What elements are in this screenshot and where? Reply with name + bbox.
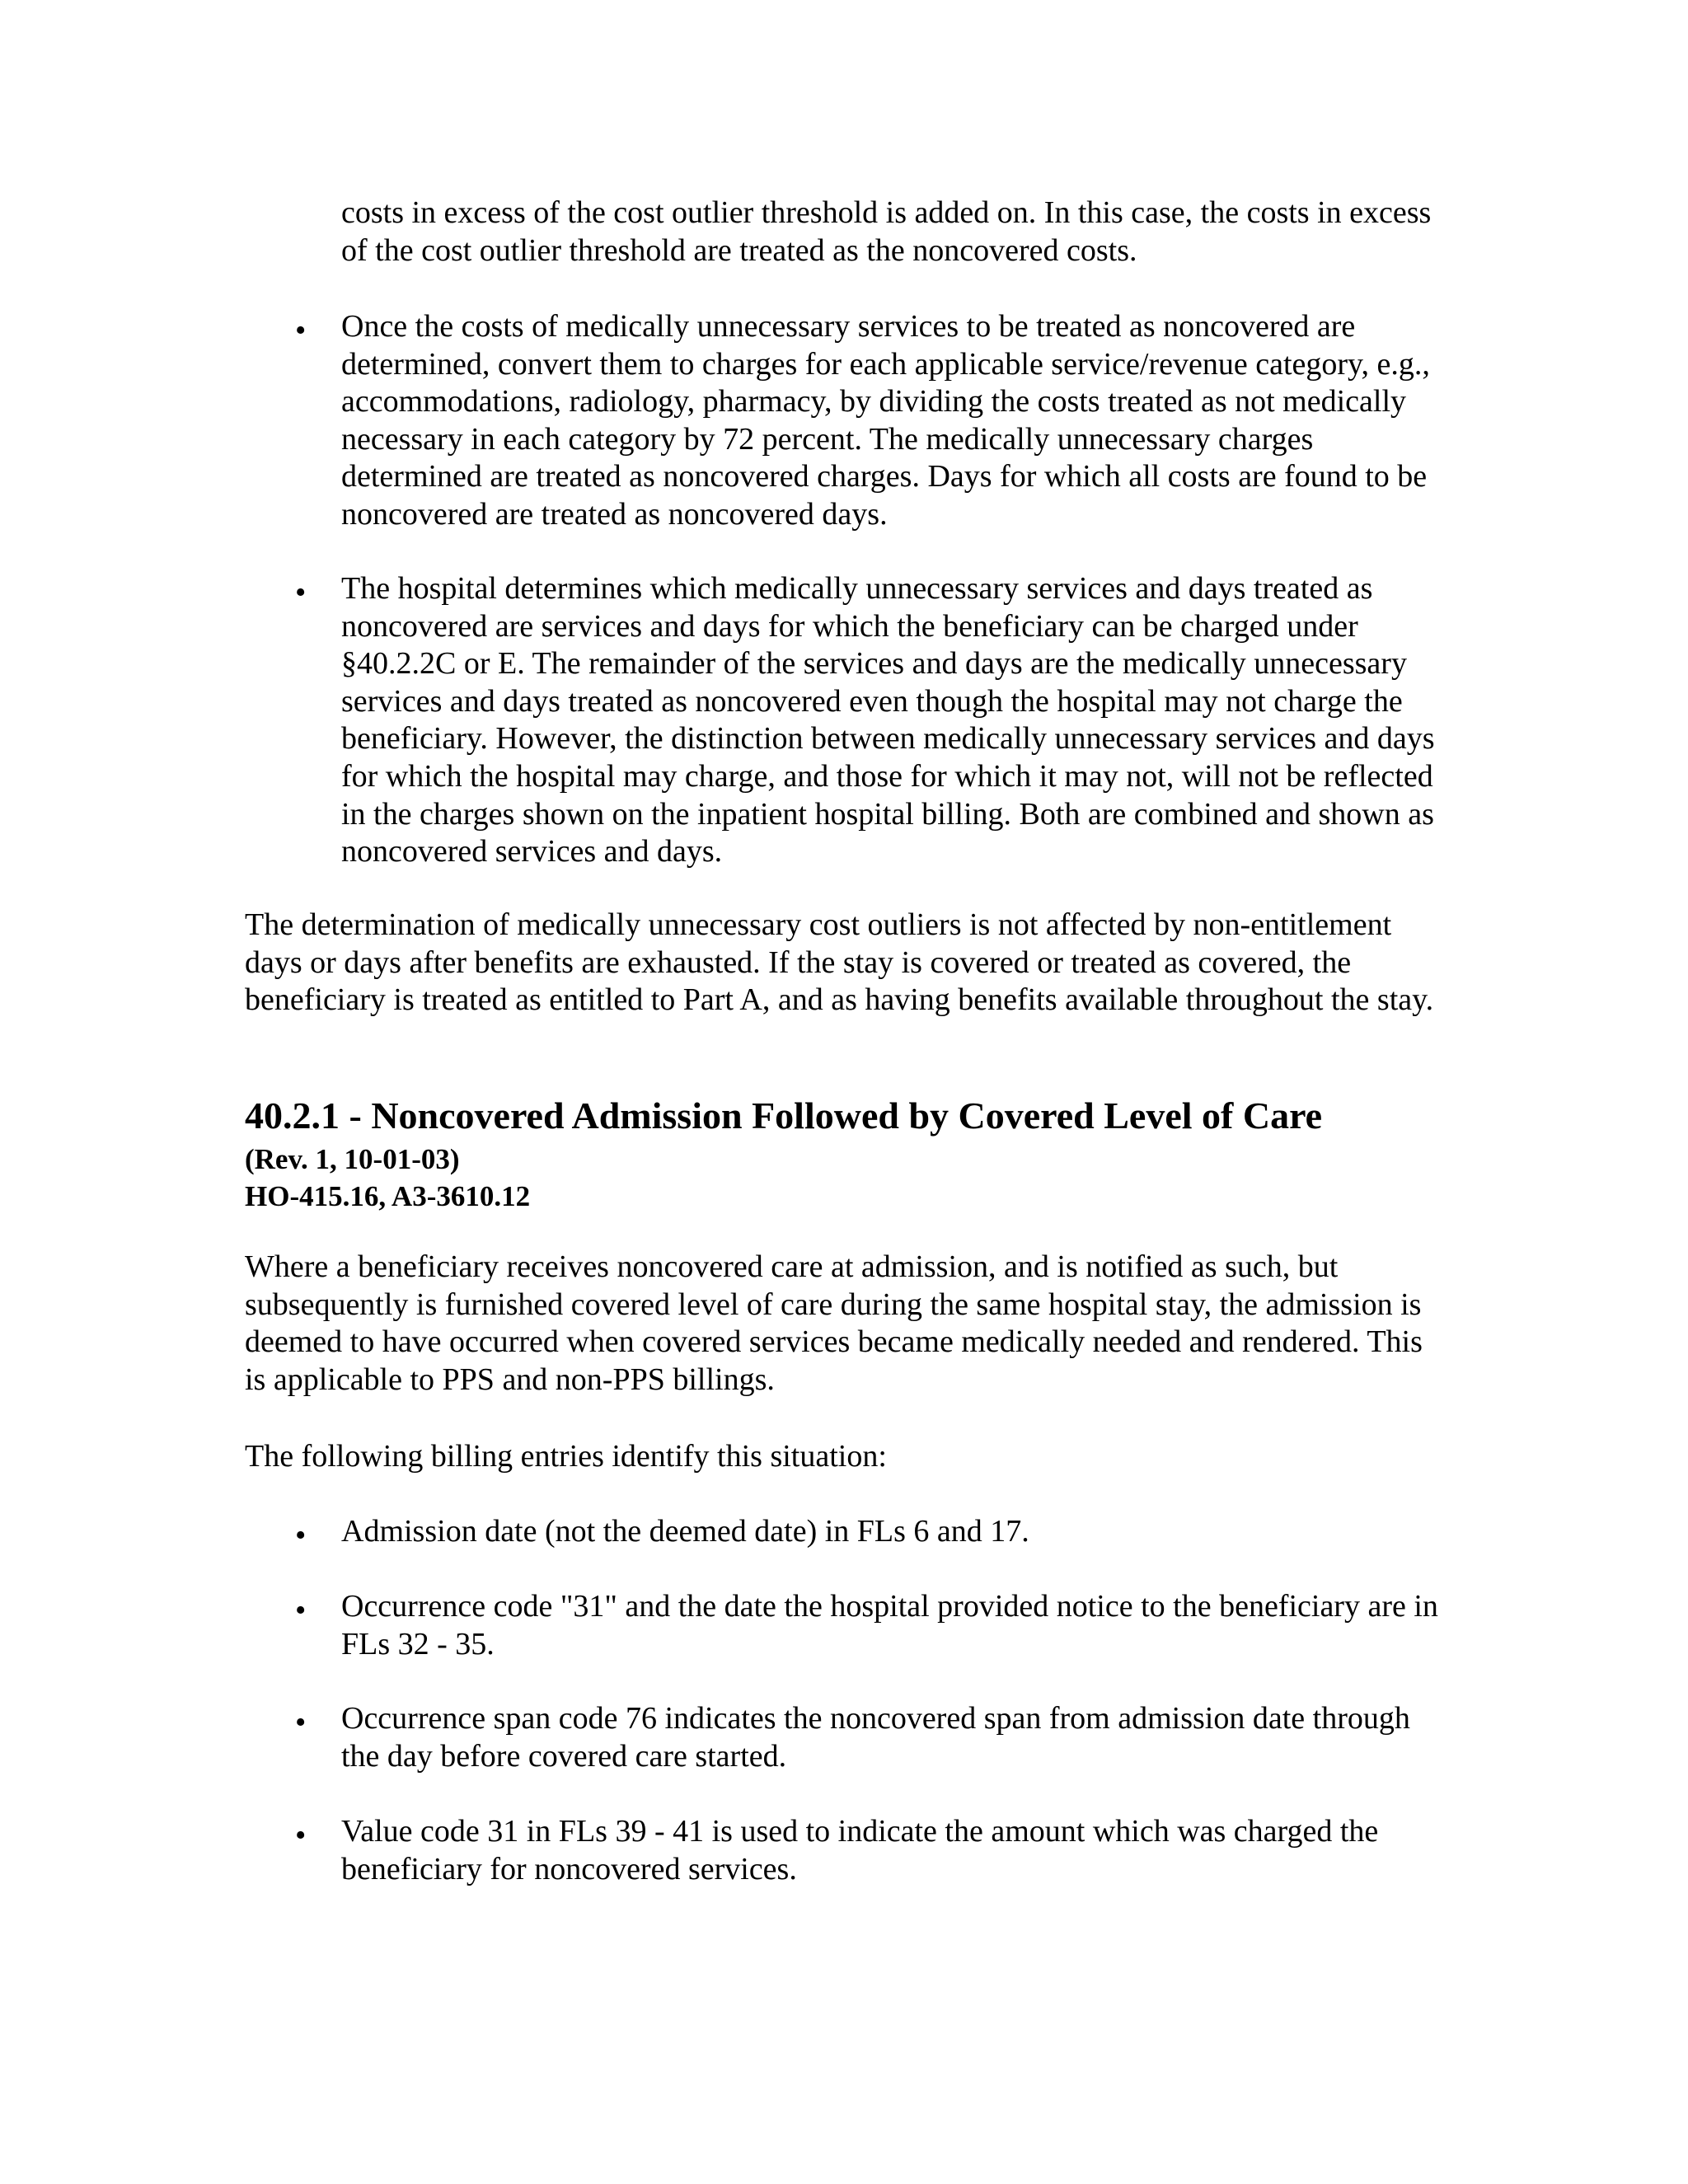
bullet-text-admission-date: Admission date (not the deemed date) in FLs 6 and 17. — [341, 1514, 1029, 1549]
bullet-icon: • — [295, 1518, 307, 1553]
bullet-text-hospital-determines: The hospital determines which medically unnecessary services and days treated as noncovered are services and days for which the beneficiary can be charged under §40.2.2C or E. The remainder of the services and days are the medically unnecessary services and days treated as noncovered even though the hospital may not charge the beneficiary. However, the distinction between medically unnecessary services and days for which the hospital may charge, and those for which it may not, will not be reflected in the charges shown on the inpatient hospital billing. Both are combined and shown as noncovered services and days. — [341, 571, 1435, 869]
bullet-text-occurrence-span: Occurrence span code 76 indicates the noncovered span from admission date through the day before covered care started. — [341, 1701, 1410, 1774]
bullet-icon: • — [295, 1593, 307, 1628]
bullet-icon: • — [295, 313, 307, 348]
bullet-text-occurrence-code: Occurrence code "31" and the date the hospital provided notice to the beneficiary are in FLs 32 - 35. — [341, 1589, 1438, 1661]
section-heading: 40.2.1 - Noncovered Admission Followed by Covered Level of Care — [245, 1094, 1323, 1137]
reference-line: HO-415.16, A3-3610.12 — [245, 1180, 531, 1212]
bullet-icon: • — [295, 575, 307, 610]
bullet-icon: • — [295, 1705, 307, 1740]
billing-intro: The following billing entries identify this situation: — [245, 1439, 887, 1474]
revision-line: (Rev. 1, 10-01-03) — [245, 1143, 460, 1175]
bullet-icon: • — [295, 1818, 307, 1853]
bullet-text-value-code: Value code 31 in FLs 39 - 41 is used to indicate the amount which was charged the beneficiary for noncovered services. — [341, 1814, 1379, 1886]
bullet-text-cost-conversion: Once the costs of medically unnecessary services to be treated as noncovered are determined, convert them to charges for each applicable service/revenue category, e.g., accommodations, radiology, pharmacy, by dividing the costs treated as not medically necessary in each category by 72 percent. The medically unnecessary charges determined are treated as noncovered charges. Days for which all costs are found to be noncovered are treated as noncovered days. — [341, 309, 1430, 532]
determination-paragraph: The determination of medically unnecessary cost outliers is not affected by non-entitlement days or days after benefits are exhausted. If the stay is covered or treated as covered, the beneficiary is treated as entitled to Part A, and as having benefits available throughout the stay. — [245, 907, 1434, 1018]
continued-paragraph: costs in excess of the cost outlier threshold is added on. In this case, the costs in excess of the cost outlier threshold are treated as the noncovered costs. — [341, 195, 1432, 268]
section-paragraph: Where a beneficiary receives noncovered care at admission, and is notified as such, but subsequently is furnished covered level of care during the same hospital stay, the admission is deemed to have occurred when covered services became medically needed and rendered. This is applicable to PPS and non-PPS billings. — [245, 1249, 1423, 1397]
